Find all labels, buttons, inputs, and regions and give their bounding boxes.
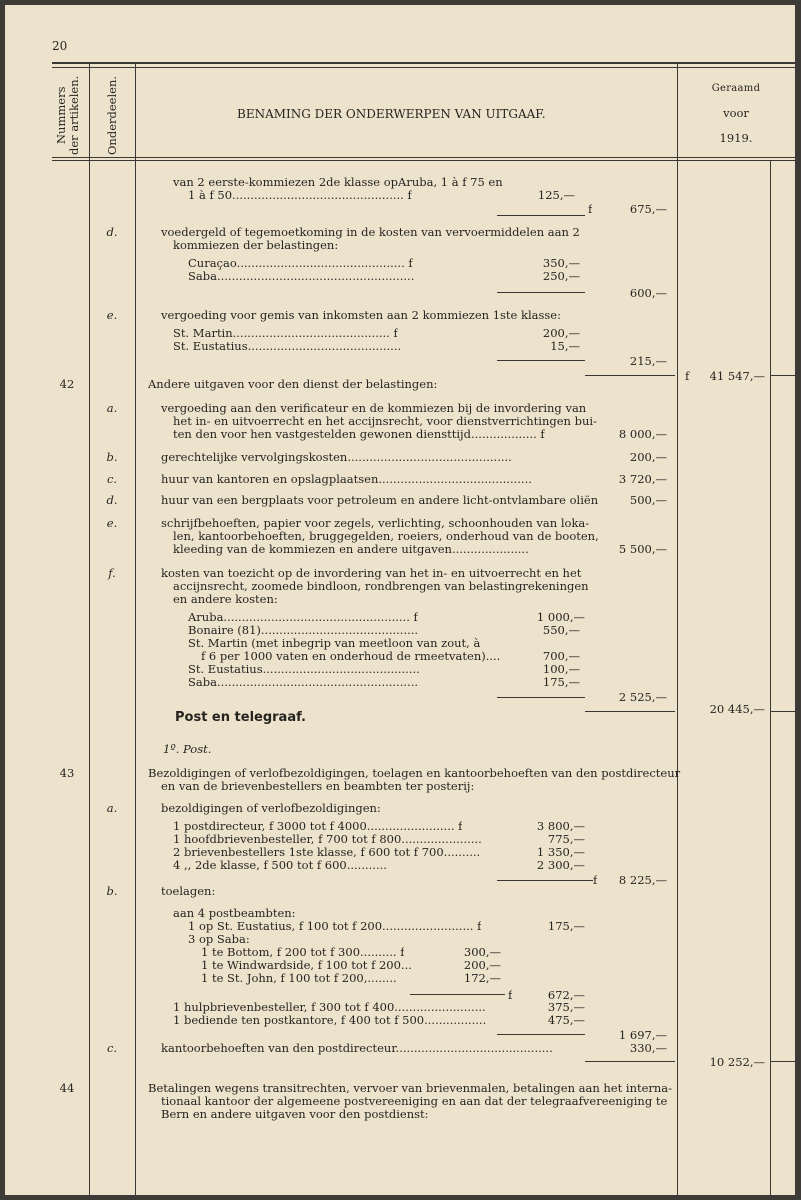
sum-rule xyxy=(497,215,585,216)
row-text: vergoeding voor gemis van inkomsten aan 2 kommiezen 1ste klasse: xyxy=(161,308,561,322)
row-text: 1 te St. John, f 100 tot f 200,........ xyxy=(201,972,397,985)
sum-rule xyxy=(585,711,675,712)
sum-rule xyxy=(497,880,593,881)
part-letter: b. xyxy=(106,884,118,898)
row-text: gerechtelijke vervolgingskosten............................................. xyxy=(161,451,512,464)
amount-subtotal: 200,— xyxy=(629,450,667,464)
header-col-parts: Onderdeelen. xyxy=(105,75,119,155)
amount-article-total: 41 547,— xyxy=(709,369,765,383)
row-text: Curaçao.............................................. f xyxy=(188,257,413,270)
amount-sub: 15,— xyxy=(550,339,580,353)
amount-sub: 700,— xyxy=(542,649,580,663)
amount-sub: 775,— xyxy=(547,832,585,846)
amount-inner: 200,— xyxy=(463,958,501,972)
row-text: Bonaire (81)........................................... xyxy=(188,624,419,637)
sum-rule xyxy=(585,375,675,376)
row-text: Bezoldigingen of verlofbezoldigingen, toelagen en kantoorbehoeften van den postdirecteur xyxy=(148,766,681,780)
part-letter: e. xyxy=(106,308,118,322)
amount-inner: 172,— xyxy=(463,971,501,985)
row-text: Bern en andere uitgaven voor den postdienst: xyxy=(161,1107,429,1121)
row-text: 4 ,, 2de klasse, f 500 tot f 600........... xyxy=(173,859,387,872)
col-divider-2 xyxy=(135,62,136,1195)
row-text: huur van een bergplaats voor petroleum en andere licht-ontvlambare oliën xyxy=(161,494,599,507)
row-text: kommiezen der belastingen: xyxy=(173,238,339,252)
sum-rule xyxy=(770,711,795,712)
row-text: f xyxy=(588,203,593,216)
amount-article-total: 20 445,— xyxy=(709,702,765,716)
row-text: 1 hoofdbrievenbesteller, f 700 tot f 800...................... xyxy=(173,833,482,846)
col-divider-4 xyxy=(770,160,771,1195)
sum-rule xyxy=(497,360,585,361)
amount-sub: 200,— xyxy=(542,326,580,340)
amount-sub: 175,— xyxy=(542,675,580,689)
row-text: f xyxy=(593,874,598,887)
row-text: 1 te Bottom, f 200 tot f 300.......... f xyxy=(201,946,405,959)
amount-subtotal: 8 000,— xyxy=(618,427,667,441)
part-letter: a. xyxy=(106,401,118,415)
row-text: f xyxy=(508,989,513,1002)
amount-sub: 100,— xyxy=(542,662,580,676)
amount-subtotal: 8 225,— xyxy=(618,873,667,887)
row-text: en van de brievenbestellers en beambten ter posterij: xyxy=(161,779,475,793)
part-letter: c. xyxy=(106,1041,118,1055)
row-text: St. Eustatius........................................... xyxy=(188,663,420,676)
part-letter: a. xyxy=(106,801,118,815)
row-text: 1 postdirecteur, f 3000 tot f 4000........................ f xyxy=(173,820,463,833)
amount-sub: 375,— xyxy=(547,1000,585,1014)
row-text: het in- en uitvoerrecht en het accijnsrecht, voor dienstverrichtingen bui- xyxy=(173,414,597,428)
amount-subtotal: 1 697,— xyxy=(618,1028,667,1042)
amount-subtotal: 600,— xyxy=(629,286,667,300)
amount-sub: 475,— xyxy=(547,1013,585,1027)
sum-rule xyxy=(497,1034,585,1035)
amount-sub: 550,— xyxy=(542,623,580,637)
header-col-numbers: Nummers der artikelen. xyxy=(54,75,81,155)
row-text: van 2 eerste-kommiezen 2de klasse opAruba, 1 à f 75 en xyxy=(173,175,503,189)
amount-sub: 350,— xyxy=(542,256,580,270)
row-text: Aruba................................................... f xyxy=(188,611,418,624)
row-text: aan 4 postbeambten: xyxy=(173,906,296,920)
sum-rule xyxy=(410,994,505,995)
header-title: BENAMING DER ONDERWERPEN VAN UITGAAF. xyxy=(237,107,546,121)
row-text: schrijfbehoeften, papier voor zegels, verlichting, schoonhouden van loka- xyxy=(161,516,590,530)
row-text: kantoorbehoeften van den postdirecteur........................................... xyxy=(161,1042,553,1055)
row-text: en andere kosten: xyxy=(173,592,278,606)
row-text: vergoeding aan den verificateur en de kommiezen bij de invordering van xyxy=(161,401,587,415)
sum-rule xyxy=(497,292,585,293)
row-text: tionaal kantoor der algemeene postvereeniging en aan dat der telegraafvereeniging te xyxy=(161,1094,668,1108)
amount-subtotal: 675,— xyxy=(629,202,667,216)
row-text: 3 op Saba: xyxy=(188,932,250,946)
article-number: 44 xyxy=(59,1081,75,1095)
sum-rule xyxy=(770,1061,795,1062)
sum-rule xyxy=(770,375,795,376)
amount-subtotal: 5 500,— xyxy=(618,542,667,556)
row-text: Saba...................................................... xyxy=(188,270,415,283)
amount-sub: 672,— xyxy=(547,988,585,1002)
part-letter: d. xyxy=(106,493,118,507)
article-number: 43 xyxy=(59,766,75,780)
amount-sub: 2 300,— xyxy=(536,858,585,872)
row-text: kosten van toezicht op de invordering van het in- en uitvoerrecht en het xyxy=(161,566,582,580)
subsection-title: 1º. Post. xyxy=(163,742,212,756)
row-text: 1 bediende ten postkantore, f 400 tot f 500................. xyxy=(173,1014,487,1027)
row-text: accijnsrecht, zoomede bindloon, rondbrengen van belastingrekeningen xyxy=(173,579,589,593)
amount-article-total: 10 252,— xyxy=(709,1055,765,1069)
row-text: St. Eustatius.......................................... xyxy=(173,340,402,353)
page-number: 20 xyxy=(52,39,68,53)
amount-sub: 125,— xyxy=(537,188,575,202)
row-text: kleeding van de kommiezen en andere uitgaven..................... xyxy=(173,543,529,556)
col-divider-3 xyxy=(677,62,678,1195)
row-text: St. Martin........................................... f xyxy=(173,327,398,340)
row-text: 1 hulpbrievenbesteller, f 300 tot f 400......................... xyxy=(173,1001,486,1014)
amount-sub: 1 350,— xyxy=(536,845,585,859)
amount-subtotal: 2 525,— xyxy=(618,690,667,704)
sum-rule xyxy=(497,697,585,698)
header-year: 1919. xyxy=(719,131,753,145)
article-number: 42 xyxy=(59,377,75,391)
part-letter: d. xyxy=(106,225,118,239)
row-text: f xyxy=(685,369,690,383)
header-estimated: Geraamd xyxy=(711,83,761,94)
row-text: 1 te Windwardside, f 100 tot f 200... xyxy=(201,959,412,972)
header-bottom-rule xyxy=(52,157,795,158)
amount-inner: 300,— xyxy=(463,945,501,959)
row-text: Andere uitgaven voor den dienst der belastingen: xyxy=(148,377,438,391)
document-page xyxy=(5,5,795,1195)
row-text: f 6 per 1000 vaten en onderhoud de rmeetvaten).... xyxy=(201,650,501,663)
sum-rule xyxy=(585,1061,675,1062)
amount-subtotal: 215,— xyxy=(629,354,667,368)
header-top-rule-thin xyxy=(52,67,795,68)
part-letter: f. xyxy=(108,566,116,580)
amount-sub: 1 000,— xyxy=(536,610,585,624)
amount-subtotal: 3 720,— xyxy=(618,472,667,486)
amount-subtotal: 500,— xyxy=(629,493,667,507)
row-text: bezoldigingen of verlofbezoldigingen: xyxy=(161,801,381,815)
row-text: Betalingen wegens transitrechten, vervoer van brievenmalen, betalingen aan het interna- xyxy=(148,1081,673,1095)
row-text: 1 à f 50............................................... f xyxy=(188,189,412,202)
row-text: toelagen: xyxy=(161,884,216,898)
header-for: voor xyxy=(723,106,749,120)
amount-sub: 3 800,— xyxy=(536,819,585,833)
amount-sub: 250,— xyxy=(542,269,580,283)
part-letter: c. xyxy=(106,472,118,486)
row-text: len, kantoorbehoeften, bruggegelden, roeiers, onderhoud van de booten, xyxy=(173,529,599,543)
header-top-rule xyxy=(52,62,795,64)
row-text: ten den voor hen vastgestelden gewonen diensttijd.................. f xyxy=(173,428,545,441)
amount-sub: 175,— xyxy=(547,919,585,933)
row-text: voedergeld of tegemoetkoming in de kosten van vervoermiddelen aan 2 xyxy=(161,225,580,239)
part-letter: e. xyxy=(106,516,118,530)
row-text: huur van kantoren en opslagplaatsen.......................................... xyxy=(161,473,532,486)
row-text: 2 brievenbestellers 1ste klasse, f 600 tot f 700.......... xyxy=(173,846,481,859)
header-bottom-rule-thin xyxy=(52,160,795,161)
row-text: 1 op St. Eustatius, f 100 tot f 200......................... f xyxy=(188,920,482,933)
amount-subtotal: 330,— xyxy=(629,1041,667,1055)
row-text: Saba....................................................... xyxy=(188,676,419,689)
part-letter: b. xyxy=(106,450,118,464)
section-title: Post en telegraaf. xyxy=(175,710,306,725)
row-text: St. Martin (met inbegrip van meetloon van zout, à xyxy=(188,636,481,650)
